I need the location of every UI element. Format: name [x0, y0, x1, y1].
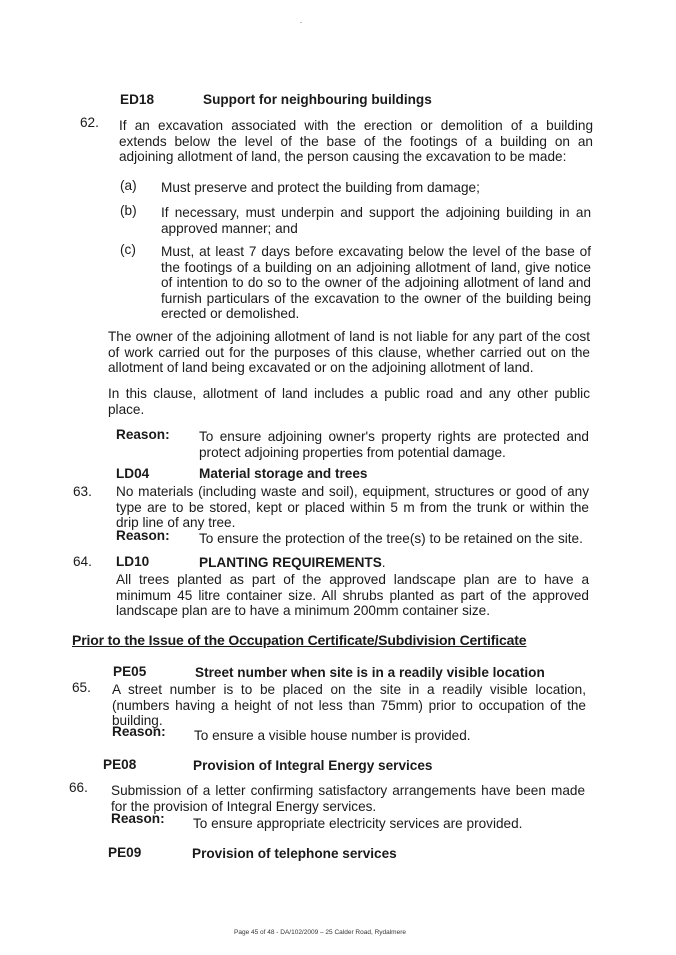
- pe08-code: PE08: [103, 757, 137, 772]
- pe08-reason-label: Reason:: [111, 811, 165, 826]
- pe05-clause-number: 65.: [72, 680, 91, 695]
- ld10-title-period: .: [381, 555, 386, 570]
- ed18-reason-label: Reason:: [116, 427, 170, 442]
- ed18-paragraph-2: In this clause, allotment of land includes a public road and any other public place.: [108, 386, 590, 417]
- ld04-code: LD04: [116, 466, 150, 481]
- pe08-title: Provision of Integral Energy services: [193, 758, 433, 773]
- ld10-title: [199, 555, 386, 570]
- ld10-code: LD10: [116, 554, 150, 569]
- ld04-text: No materials (including waste and soil), equipment, structures or good of any type are to be stored, kept or placed within 5 m from the trunk or within the drip line of any tree.: [116, 484, 589, 530]
- ed18-item-a-text: Must preserve and protect the building from damage;: [161, 180, 480, 195]
- ld10-clause-number: 64.: [73, 554, 92, 569]
- ed18-item-a-label: (a): [120, 178, 137, 193]
- pe08-clause-number: 66.: [69, 780, 88, 795]
- ld04-clause-number: 63.: [73, 484, 92, 499]
- ed18-item-b-text: If necessary, must underpin and support the adjoining building in an approved manner; and: [161, 205, 591, 236]
- ed18-paragraph-1: The owner of the adjoining allotment of land is not liable for any part of the cost of work carried out for the purposes of this clause, whether carried out on the allotment of land being excavated or on the adjoining allotment of land.: [108, 329, 590, 375]
- scan-mark: [300, 22, 302, 23]
- pe05-text: A street number is to be placed on the site in a readily visible location, (numbers having a height of not less than 75mm) prior to occupation of the building.: [112, 682, 586, 728]
- pe09-code: PE09: [108, 845, 142, 860]
- ld04-reason-text: To ensure the protection of the tree(s) to be retained on the site.: [199, 531, 583, 546]
- ld04-reason-label: Reason:: [116, 528, 170, 543]
- section-heading: Prior to the Issue of the Occupation Certificate/Subdivision Certificate: [72, 632, 527, 648]
- ed18-item-c-label: (c): [120, 242, 136, 257]
- pe08-text: Submission of a letter confirming satisfactory arrangements have been made for the provision of Integral Energy services.: [111, 783, 585, 814]
- ed18-title: Support for neighbouring buildings: [203, 92, 432, 107]
- ld04-title: Material storage and trees: [199, 466, 368, 481]
- pe05-reason-label: Reason:: [112, 724, 166, 739]
- ed18-intro: If an excavation associated with the erection or demolition of a building extends below the level of the base of the footings of a building on an adjoining allotment of land, the person causing the excavation to be made:: [119, 118, 593, 164]
- ed18-item-c-text: Must, at least 7 days before excavating below the level of the base of the footings of a building on an adjoining allotment of land, give notice of intention to do so to the owner of the adjoining allotment of land and furnish particulars of the excavation to the owner of the building being erected or demolished.: [161, 244, 591, 321]
- ed18-reason-text: To ensure adjoining owner's property rights are protected and protect adjoining properties from potential damage.: [199, 429, 589, 460]
- pe05-code: PE05: [113, 664, 147, 679]
- page-footer: Page 45 of 48 - DA/102/2009 – 25 Calder Road, Rydalmere: [234, 929, 406, 936]
- pe08-reason-text: To ensure appropriate electricity services are provided.: [193, 816, 523, 831]
- ld10-text: All trees planted as part of the approved landscape plan are to have a minimum 45 litre container size. All shrubs planted as part of the approved landscape plan are to have a minimum 200mm container size.: [116, 572, 589, 618]
- ed18-code: ED18: [120, 92, 155, 107]
- ed18-item-b-label: (b): [120, 203, 137, 218]
- ld10-title-text: PLANTING REQUIREMENTS: [199, 555, 382, 570]
- pe05-title: Street number when site is in a readily visible location: [195, 665, 545, 680]
- pe05-reason-text: To ensure a visible house number is provided.: [194, 728, 471, 743]
- pe09-title: Provision of telephone services: [192, 846, 397, 861]
- ed18-clause-number: 62.: [80, 115, 99, 130]
